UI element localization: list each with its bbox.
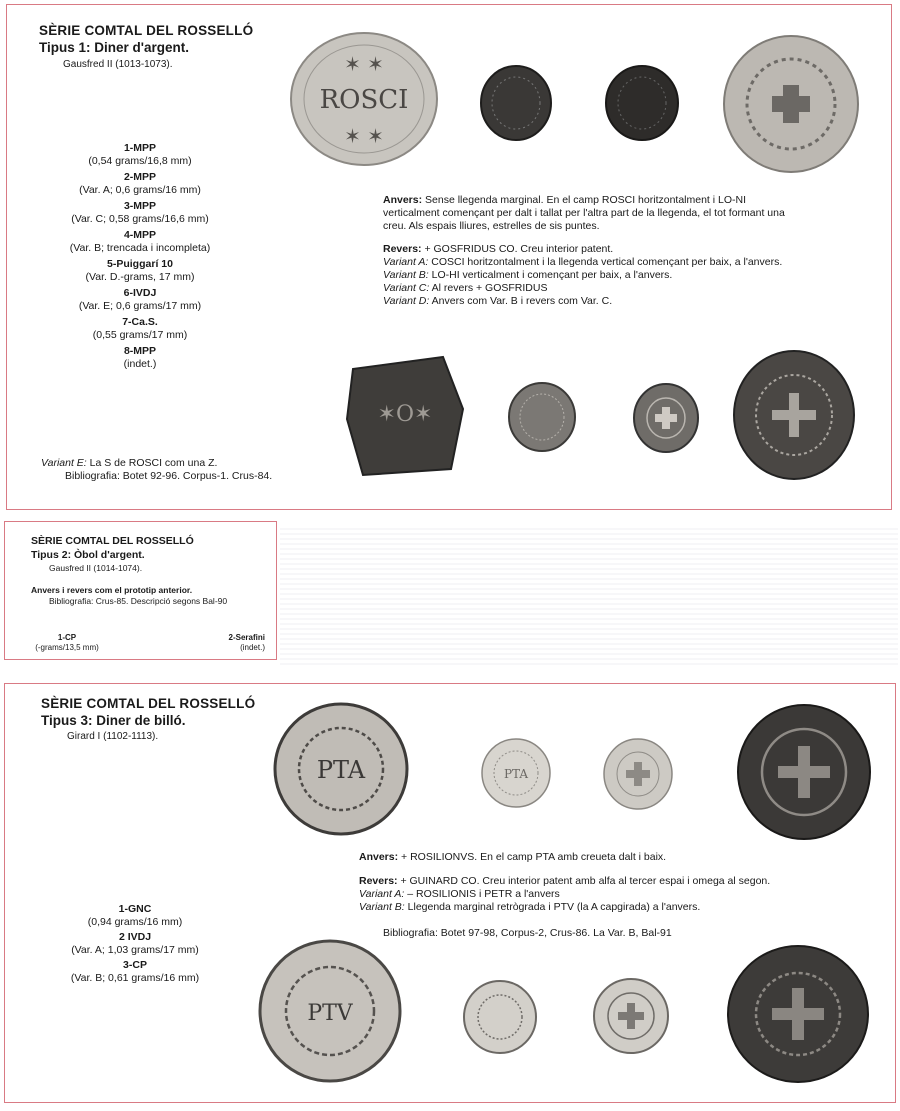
coin-4-anvers [463, 980, 537, 1054]
variant-a: Variant A: – ROSILIONIS i PETR a l'anvers [359, 888, 560, 900]
anvers-description: Anvers: + ROSILIONVS. En el camp PTA amb creueta dalt i baix. [359, 851, 667, 863]
series-title: SÈRIE COMTAL DEL ROSSELLÓ [39, 23, 254, 38]
type-note: Anvers i revers com el prototip anterior. [31, 585, 193, 595]
ref-item: 1-CP (-grams/13,5 mm) [35, 633, 99, 652]
panel-tipus-1 [6, 4, 892, 510]
series-title: SÈRIE COMTAL DEL ROSSELLÓ [31, 535, 194, 547]
bibliography: Bibliografia: Botet 92-96. Corpus-1. Crus-84. [65, 470, 273, 482]
coin-1-anvers [289, 31, 439, 167]
coin-2-revers [603, 738, 673, 810]
coin-4-revers [593, 978, 669, 1054]
coin-3-revers [733, 349, 855, 481]
reference-list [35, 142, 245, 370]
variant-d: Variant D: Anvers com Var. B i revers com Var. C. [383, 295, 613, 307]
coin-2-revers [605, 63, 679, 143]
coin-3-anvers [343, 349, 467, 479]
ref-item: 3-CP (Var. B; 0,61 grams/16 mm) [70, 959, 200, 984]
svg-text:ROSCI: ROSCI [319, 85, 409, 115]
ruler-dates: Gausfred II (1014-1074). [49, 563, 143, 573]
coin-1-revers [723, 35, 859, 173]
revers-description: Revers: + GOSFRIDUS CO. Creu interior patent. Variant A: COSCI horitzontalment i la llegenda vertical començant per baix, a l'anvers. Variant B: LO-HI verticalment i començant per baix, a l'anvers. Variant C: Al revers + GOSFRIDUS Variant D: Anvers com Var. B i revers com Var. C. [383, 243, 783, 307]
ref-item: 1-MPP (0,54 grams/16,8 mm) [88, 142, 192, 167]
revers-description: Revers: + GUINARD CO. Creu interior patent amb alfa al tercer espai i omega al segon. Variant A: – ROSILIONIS i PETR a l'anvers Variant B: Llegenda marginal retrògrada i PTV (la A capgirada) a l'anvers. [359, 875, 771, 913]
svg-text:✶ ✶: ✶ ✶ [344, 52, 384, 76]
coin-3-revers [727, 944, 869, 1084]
ref-item: 1-GNC (0,94 grams/16 mm) [87, 903, 183, 928]
variant-c: Variant C: Al revers + GOSFRIDUS [383, 282, 548, 294]
ref-item: 8-MPP (indet.) [123, 345, 157, 370]
panel-tipus-3 [4, 683, 896, 1103]
svg-text:PTA: PTA [503, 767, 529, 781]
coin-3-anvers [259, 940, 401, 1082]
coin-4-anvers [507, 381, 577, 453]
variant-e: Variant E: La S de ROSCI com una Z. [41, 457, 218, 469]
ref-item: 2 IVDJ (Var. A; 1,03 grams/17 mm) [71, 931, 199, 956]
ref-item: 3-MPP (Var. C; 0,58 grams/16,6 mm) [71, 200, 209, 225]
coin-4-revers [633, 383, 699, 453]
variant-b: Variant B: LO-HI verticalment i començant per baix, a l'anvers. [383, 269, 673, 281]
ref-item: 2-Serafini (indet.) [228, 633, 265, 652]
ref-item: 4-MPP (Var. B; trencada i incompleta) [69, 229, 211, 254]
type-title: Tipus 3: Diner de billó. [41, 713, 186, 728]
anvers-description: Anvers: Sense llegenda marginal. En el camp ROSCI horitzontalment i LO-NI verticalment començant per dalt i tallat per l'altra part de la llegenda, el tot formant una creu. Als espais lliures, estrelles de sis puntes. [383, 194, 785, 232]
faint-background-band [280, 525, 898, 665]
series-title: SÈRIE COMTAL DEL ROSSELLÓ [41, 696, 256, 711]
variant-a: Variant A: COSCI horitzontalment i la llegenda vertical començant per baix, a l'anvers. [383, 256, 783, 268]
coin-1-revers [737, 704, 871, 840]
svg-text:✶O✶: ✶O✶ [377, 402, 433, 427]
svg-text:✶ ✶: ✶ ✶ [344, 124, 384, 148]
svg-text:PTA: PTA [316, 756, 366, 784]
ref-item: 7-Ca.S. (0,55 grams/17 mm) [92, 316, 188, 341]
reference-list [35, 903, 235, 984]
type-title: Tipus 2: Òbol d'argent. [31, 549, 145, 561]
ref-item: 6-IVDJ (Var. E; 0,6 grams/17 mm) [78, 287, 202, 312]
coin-1-anvers [273, 702, 409, 836]
coin-2-anvers [480, 63, 552, 143]
ruler-dates: Gausfred II (1013-1073). [63, 59, 173, 70]
bibliography: Bibliografia: Crus-85. Descripció segons Bal-90 [49, 596, 228, 606]
ref-item: 5-Puiggarí 10 (Var. D.-grams, 17 mm) [85, 258, 195, 283]
variant-b: Variant B: Llegenda marginal retrògrada i PTV (la A capgirada) a l'anvers. [359, 901, 701, 913]
ref-item: 2-MPP (Var. A; 0,6 grams/16 mm) [79, 171, 201, 196]
ruler-dates: Girard I (1102-1113). [67, 731, 159, 742]
panel-tipus-2 [4, 521, 277, 660]
bibliography: Bibliografia: Botet 97-98, Corpus-2, Crus-86. La Var. B, Bal-91 [383, 927, 672, 939]
svg-text:PTV: PTV [307, 1001, 353, 1026]
coin-2-anvers [481, 738, 551, 808]
type-title: Tipus 1: Diner d'argent. [39, 40, 189, 55]
